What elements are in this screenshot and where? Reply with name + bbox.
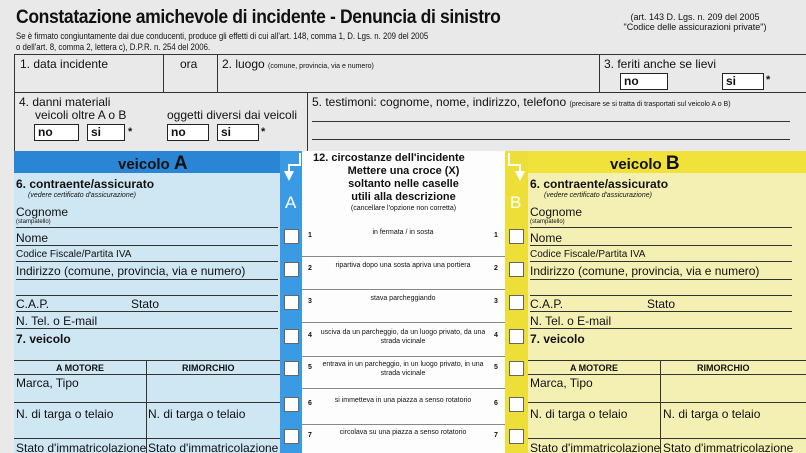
circostanza-number-b: 2 [494, 265, 498, 272]
oggetti-diversi-label: oggetti diversi dai veicoli [167, 108, 298, 122]
row1-top-border [14, 54, 806, 55]
danni-veicoli-si-checkbox[interactable] [87, 124, 125, 141]
divider-ora [163, 54, 164, 92]
ora-label: ora [180, 57, 198, 71]
veicolo-a-contraente: 6. contraente/assicurato [16, 177, 155, 191]
circostanza-b-checkbox[interactable] [509, 429, 524, 444]
veicolo-b-stato-label: Stato [647, 297, 676, 311]
danni-veicoli-star: * [128, 126, 133, 138]
veicolo-b-stampatello: (stampatello) [530, 219, 565, 225]
veicolo-a-stampatello: (stampatello) [16, 219, 51, 225]
veicolo-b-codice-label: Codice Fiscale/Partita IVA [530, 249, 646, 260]
veicolo-a-table-line3 [14, 438, 280, 439]
circostanza-number-b: 7 [494, 432, 498, 439]
veicolo-b-contraente: 6. contraente/assicurato [530, 177, 669, 191]
veicolo-b-tel-field[interactable] [530, 328, 792, 329]
circostanza-a-checkbox[interactable] [284, 229, 299, 244]
danni-oggetti-si-checkbox[interactable] [217, 124, 259, 141]
circostanza-separator [302, 388, 505, 389]
veicolo-b-table-line3 [528, 438, 806, 439]
veicolo-b-marca[interactable]: Marca, Tipo [530, 376, 593, 390]
circostanza-number-b: 6 [494, 400, 498, 407]
danni-veicoli-no-label: no [38, 125, 53, 139]
circostanza-a-checkbox[interactable] [284, 361, 299, 376]
veicolo-a-indirizzo-field-2[interactable] [16, 295, 278, 296]
veicolo-b-table-top [528, 360, 806, 361]
veicolo-a-motore: A MOTORE [56, 363, 105, 373]
circostanza-separator [302, 289, 505, 290]
veicolo-b-stato-imm[interactable]: Stato d'immatricolazione [530, 441, 661, 453]
arrow-a-icon [282, 151, 304, 187]
veicolo-a-letter: A [173, 153, 188, 174]
feriti-label: 3. feriti anche se lievi [604, 57, 717, 71]
veicoli-oltre-label: veicoli oltre A o B [35, 108, 127, 122]
form-title: Constatazione amichevole di incidente - Denuncia di sinistro [16, 6, 501, 28]
testimoni-line-1[interactable] [312, 121, 790, 122]
veicolo-b-veicolo: 7. veicolo [530, 332, 585, 346]
veicolo-b-motore: A MOTORE [570, 363, 619, 373]
veicolo-b-table-line2 [528, 402, 806, 403]
veicolo-a-nome-label: Nome [16, 231, 49, 245]
circostanza-number-a: 5 [308, 364, 312, 371]
veicolo-b-indirizzo-field[interactable] [530, 279, 792, 280]
circostanze-line2: soltanto nelle caselle [348, 178, 459, 190]
circostanza-a-checkbox[interactable] [284, 295, 299, 310]
veicolo-a-cognome-field[interactable] [16, 227, 278, 228]
veicolo-a-table-line2 [14, 402, 280, 403]
feriti-no-label: no [624, 74, 639, 88]
veicolo-a-codice-field[interactable] [16, 261, 278, 262]
veicolo-a-table-top [14, 360, 280, 361]
veicolo-a-veicolo: 7. veicolo [16, 332, 71, 346]
legal-note-line2: o dell'art. 8, comma 2, lettera c), D.P.R. n. 254 del 2006. [16, 42, 211, 52]
circostanza-number-a: 4 [308, 332, 312, 339]
veicolo-b-table-header-line [528, 374, 806, 375]
feriti-si-checkbox[interactable] [722, 73, 764, 90]
circostanze-letter-a: A [285, 193, 297, 212]
luogo-label [222, 57, 374, 71]
circostanza-text: si immetteva in una piazza a senso rotatorio [334, 397, 472, 404]
veicolo-a-codice-label: Codice Fiscale/Partita IVA [16, 249, 132, 260]
veicolo-b-nome-field[interactable] [530, 245, 792, 246]
feriti-star: * [766, 74, 771, 86]
veicolo-a-cognome-label: Cognome [16, 205, 69, 219]
circostanza-separator [302, 424, 505, 425]
veicolo-a-stato-imm-rimorchio[interactable]: Stato d'immatricolazione [148, 441, 279, 453]
circostanza-b-checkbox[interactable] [509, 295, 524, 310]
veicolo-a-cap-label: C.A.P. [16, 297, 50, 311]
row1-bottom-border [14, 92, 806, 93]
danni-veicoli-no-checkbox[interactable] [34, 124, 79, 141]
circostanza-text: stava parcheggiando [370, 295, 436, 302]
circostanza-b-checkbox[interactable] [509, 329, 524, 344]
veicolo-b-indirizzo-label: Indirizzo (comune, provincia, via e numero) [530, 264, 760, 278]
legal-reference-line2: "Codice delle assicurazioni private") [623, 22, 767, 32]
feriti-no-checkbox[interactable] [620, 73, 668, 90]
danni-veicoli-si-label: si [91, 125, 102, 139]
circostanza-b-checkbox[interactable] [509, 361, 524, 376]
veicolo-b-title-text: veicolo [610, 156, 662, 173]
veicolo-a-tel-label: N. Tel. o E-mail [16, 314, 98, 328]
veicolo-b-cap-label: C.A.P. [530, 297, 564, 311]
circostanze-title: 12. circostanze dell'incidente [313, 152, 465, 164]
veicolo-b-nome-label: Nome [530, 231, 563, 245]
veicolo-a-targa-rimorchio[interactable]: N. di targa o telaio [148, 407, 246, 421]
circostanza-b-checkbox[interactable] [509, 229, 524, 244]
veicolo-a-contraente-hint: (vedere certificato d'assicurazione) [28, 192, 136, 199]
veicolo-a-title [118, 153, 188, 175]
danni-oggetti-si-label: si [221, 125, 232, 139]
veicolo-b-targa-rimorchio[interactable]: N. di targa o telaio [663, 407, 761, 421]
luogo-hint: (comune, provincia, via e numero) [268, 63, 374, 70]
circostanza-b-checkbox[interactable] [509, 397, 524, 412]
circostanza-a-checkbox[interactable] [284, 262, 299, 277]
circostanza-number-b: 1 [494, 232, 498, 239]
veicolo-b-contraente-hint: (vedere certificato d'assicurazione) [544, 192, 652, 199]
legal-reference [614, 12, 776, 32]
veicolo-b-stato-imm-rimorchio[interactable]: Stato d'immatricolazione [663, 441, 794, 453]
luogo-text: 2. luogo [222, 57, 265, 71]
veicolo-a-indirizzo-label: Indirizzo (comune, provincia, via e numero) [16, 264, 246, 278]
veicolo-b-title [610, 153, 680, 175]
veicolo-b-targa[interactable]: N. di targa o telaio [530, 407, 628, 421]
veicolo-b-codice-field[interactable] [530, 261, 792, 262]
testimoni-hint: (precisare se si tratta di trasportati sul veicolo A o B) [569, 101, 731, 108]
circostanze-letter-b: B [510, 193, 522, 212]
veicolo-a-indirizzo-field[interactable] [16, 279, 278, 280]
circostanza-text: in fermata / in sosta [372, 229, 434, 236]
circostanza-number-a: 3 [308, 298, 312, 305]
circostanza-text: entrava in un parcheggio, in un luogo privato, in una strada vicinale [322, 361, 484, 377]
circostanza-a-checkbox[interactable] [284, 429, 299, 444]
arrow-b-icon [506, 151, 528, 187]
veicolo-a-nome-field[interactable] [16, 245, 278, 246]
veicolo-a-rimorchio: RIMORCHIO [182, 363, 235, 373]
veicolo-a-stato-imm[interactable]: Stato d'immatricolazione [16, 441, 147, 453]
testimoni-text: 5. testimoni: cognome, nome, indirizzo, telefono [312, 95, 567, 109]
circostanza-number-a: 1 [308, 232, 312, 239]
circostanze-line3: utili alla descrizione [351, 191, 456, 203]
veicolo-b-indirizzo-field-2[interactable] [530, 295, 792, 296]
veicolo-b-cognome-label: Cognome [530, 205, 583, 219]
data-incidente-label: 1. data incidente [20, 57, 109, 71]
circostanza-text: ripartiva dopo una sosta apriva una portiera [335, 262, 471, 269]
circostanza-number-b: 4 [494, 332, 498, 339]
circostanze-line1: Mettere una croce (X) [347, 165, 460, 177]
danni-oggetti-no-checkbox[interactable] [167, 124, 209, 141]
veicolo-a-marca[interactable]: Marca, Tipo [16, 376, 79, 390]
testimoni-label [312, 95, 731, 109]
danni-oggetti-star: * [261, 126, 266, 138]
divider-feriti [599, 54, 600, 92]
circostanze-hint: (cancellare l'opzione non corretta) [350, 205, 457, 212]
veicolo-b-cap-field[interactable] [530, 311, 792, 312]
circostanza-separator [302, 356, 505, 357]
danni-oggetti-no-label: no [171, 125, 186, 139]
circostanza-number-b: 3 [494, 298, 498, 305]
veicolo-b-cognome-field[interactable] [530, 227, 792, 228]
circostanza-b-checkbox[interactable] [509, 262, 524, 277]
left-border [14, 54, 15, 153]
circostanza-text: usciva da un parcheggio, da un luogo privato, da una strada vicinale [320, 329, 486, 345]
circostanza-text: circolava su una piazza a senso rotatorio [339, 429, 467, 436]
testimoni-line-2[interactable] [312, 139, 790, 140]
veicolo-b-rimorchio: RIMORCHIO [697, 363, 750, 373]
veicolo-a-tel-field[interactable] [16, 328, 278, 329]
divider-luogo [217, 54, 218, 92]
circostanza-separator [302, 256, 505, 257]
circostanza-number-a: 7 [308, 432, 312, 439]
veicolo-a-cap-field[interactable] [16, 311, 278, 312]
circostanza-number-a: 6 [308, 400, 312, 407]
circostanza-separator [302, 322, 505, 323]
circostanza-a-checkbox[interactable] [284, 329, 299, 344]
danni-label: 4. danni materiali [19, 95, 111, 109]
circostanza-number-a: 2 [308, 265, 312, 272]
veicolo-a-stato-label: Stato [131, 297, 160, 311]
veicolo-a-targa[interactable]: N. di targa o telaio [16, 407, 114, 421]
veicolo-b-tel-label: N. Tel. o E-mail [530, 314, 612, 328]
veicolo-a-table-header-line [14, 374, 280, 375]
legal-note-line1: Se è firmato congiuntamente dai due conducenti, produce gli effetti di cui all'art. 148, comma 1, D. Lgs. n. 209 del 2005 [16, 31, 429, 41]
divider-testimoni [307, 92, 308, 151]
circostanza-a-checkbox[interactable] [284, 397, 299, 412]
legal-reference-line1: (art. 143 D. Lgs. n. 209 del 2005 [630, 12, 760, 22]
veicolo-b-letter: B [665, 153, 680, 174]
circostanza-number-b: 5 [494, 364, 498, 371]
feriti-si-label: si [726, 74, 737, 88]
veicolo-a-title-text: veicolo [118, 156, 170, 173]
